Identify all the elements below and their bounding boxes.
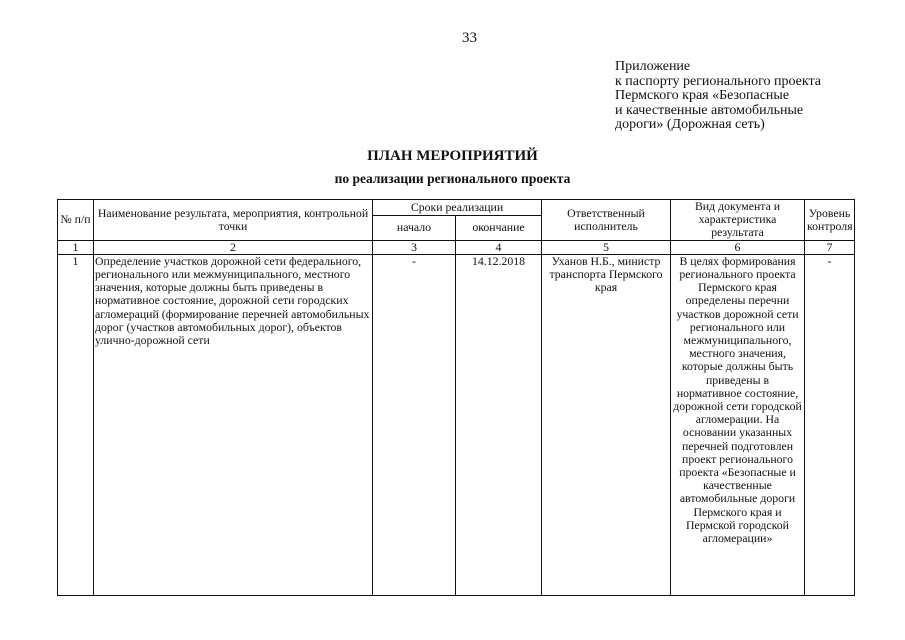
column-number: 1 (58, 240, 94, 254)
column-number: 2 (94, 240, 373, 254)
column-number-row (58, 240, 855, 254)
appendix-note (615, 60, 821, 133)
column-number: 5 (542, 240, 671, 254)
header-num: № п/п (58, 200, 94, 241)
column-number: 6 (671, 240, 805, 254)
appendix-line: к паспорту регионального проекта (615, 73, 821, 89)
header-responsible: Ответственный исполнитель (542, 200, 671, 241)
column-number: 7 (805, 240, 855, 254)
plan-subtitle: по реализации регионального проекта (334, 171, 571, 186)
row-end-cell: 14.12.2018 (456, 254, 542, 595)
row-name-cell: Определение участков дорожной сети федерального, регионального или межмуниципального, местного значения, которые должны быть приведены в нормативное состояние, дорожной сети городских агломераций (формирование перечней автомобильных дорог (участков автомобильных дорог), объектов улично-дорожной сети (94, 254, 373, 595)
header-period: Сроки реализации (373, 200, 542, 216)
plan-title: ПЛАН МЕРОПРИЯТИЙ (367, 148, 538, 164)
header-end: окончание (456, 216, 542, 241)
plan-table (57, 199, 855, 596)
appendix-line: и качественные автомобильные (615, 102, 804, 118)
header-name: Наименование результата, мероприятия, контрольной точки (94, 200, 373, 241)
row-result-cell: В целях формирования регионального проекта Пермского края определены перечни участков дорожной сети регионального или межмуниципального, местного значения, которые должны быть приведены в нормативное состояние, дорожной сети городской агломерации. На основании указанных перечней подготовлен проект регионального проекта «Безопасные и качественные автомобильные дороги Пермского края и Пермской городской агломерации» (671, 254, 805, 595)
header-start: начало (373, 216, 456, 241)
header-doc-type: Вид документа и характеристика результата (671, 200, 805, 241)
row-start-cell: - (373, 254, 456, 595)
appendix-line: Пермского края «Безопасные (615, 88, 790, 103)
column-number: 3 (373, 240, 456, 254)
header-level: Уровень контроля (805, 200, 855, 241)
table-row (58, 254, 855, 595)
row-num-cell: 1 (58, 254, 94, 595)
row-level-cell: - (805, 254, 855, 595)
row-responsible-cell: Уханов Н.Б., министр транспорта Пермского края (542, 254, 671, 595)
appendix-line: дороги» (Дорожная сеть) (615, 117, 765, 132)
column-number: 4 (456, 240, 542, 254)
page-number: 33 (462, 30, 477, 46)
appendix-line: Приложение (615, 59, 691, 74)
